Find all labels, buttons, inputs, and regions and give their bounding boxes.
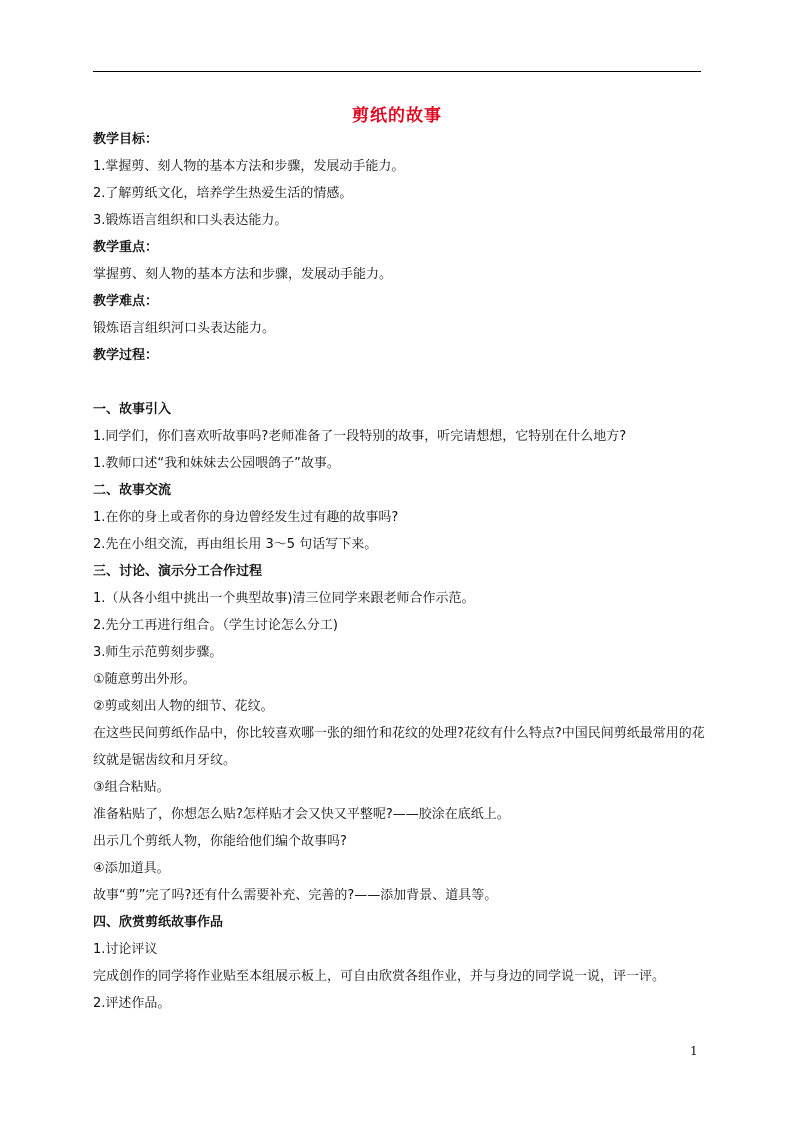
section-heading: 四、欣赏剪纸故事作品 bbox=[93, 915, 224, 930]
paragraph: 掌握剪、刻人物的基本方法和步骤，发展动手能力。 bbox=[93, 267, 393, 282]
paragraph: ③组合粘贴。 bbox=[93, 780, 170, 795]
section-heading: 二、故事交流 bbox=[93, 483, 172, 498]
paragraph: 2.先在小组交流，再由组长用 3～5 句话写下来。 bbox=[93, 537, 378, 552]
section-heading: 一、故事引入 bbox=[93, 402, 172, 417]
paragraph: 出示几个剪纸人物，你能给他们编个故事吗? bbox=[93, 834, 347, 849]
paragraph: 3.师生示范剪刻步骤。 bbox=[93, 645, 223, 660]
paragraph: 1.讨论评议 bbox=[93, 942, 158, 957]
paragraph: 1.教师口述“我和妹妹去公园喂鸽子”故事。 bbox=[93, 456, 340, 471]
paragraph: 完成创作的同学将作业贴至本组展示板上，可自由欣赏各组作业，并与身边的同学说一说，评一评。 bbox=[93, 969, 666, 984]
paragraph: 1.掌握剪、刻人物的基本方法和步骤，发展动手能力。 bbox=[93, 159, 405, 174]
paragraph: 2.先分工再进行组合。（学生讨论怎么分工) bbox=[93, 618, 338, 633]
paragraph: 1.同学们，你们喜欢听故事吗?老师准备了一段特别的故事，听完请想想，它特别在什么地方? bbox=[93, 429, 627, 444]
paragraph: 准备粘贴了，你想怎么贴?怎样贴才会又快又平整呢?——胶涂在底纸上。 bbox=[93, 807, 510, 822]
paragraph: ②剪或刻出人物的细节、花纹。 bbox=[93, 699, 274, 714]
section-heading: 三、讨论、演示分工合作过程 bbox=[93, 564, 263, 579]
paragraph: 2.了解剪纸文化，培养学生热爱生活的情感。 bbox=[93, 186, 353, 201]
page-number: 1 bbox=[690, 1044, 698, 1058]
paragraph: 2.评述作品。 bbox=[93, 996, 171, 1011]
paragraph: 1.（从各小组中挑出一个典型故事)清三位同学来跟老师合作示范。 bbox=[93, 591, 475, 606]
paragraph: 3.锻炼语言组织和口头表达能力。 bbox=[93, 213, 288, 228]
paragraph: 在这些民间剪纸作品中，你比较喜欢哪一张的细竹和花纹的处理?花纹有什么特点?中国民间剪纸最常用的花纹就是锯齿纹和月牙纹。 bbox=[93, 726, 705, 768]
paragraph: 锻炼语言组织河口头表达能力。 bbox=[93, 321, 276, 336]
header-rule bbox=[93, 71, 701, 72]
blank-line bbox=[93, 369, 705, 396]
section-heading: 教学目标： bbox=[93, 132, 159, 147]
document-body bbox=[93, 126, 705, 1017]
section-heading: 教学难点： bbox=[93, 294, 159, 309]
document-title: 剪纸的故事 bbox=[352, 106, 442, 126]
section-heading: 教学过程： bbox=[93, 348, 159, 363]
paragraph: 故事“剪”完了吗?还有什么需要补充、完善的?——添加背景、道具等。 bbox=[93, 888, 498, 903]
paragraph: ①随意剪出外形。 bbox=[93, 672, 196, 687]
paragraph: 1.在你的身上或者你的身边曾经发生过有趣的故事吗? bbox=[93, 510, 399, 525]
section-heading: 教学重点： bbox=[93, 240, 159, 255]
paragraph: ④添加道具。 bbox=[93, 861, 170, 876]
